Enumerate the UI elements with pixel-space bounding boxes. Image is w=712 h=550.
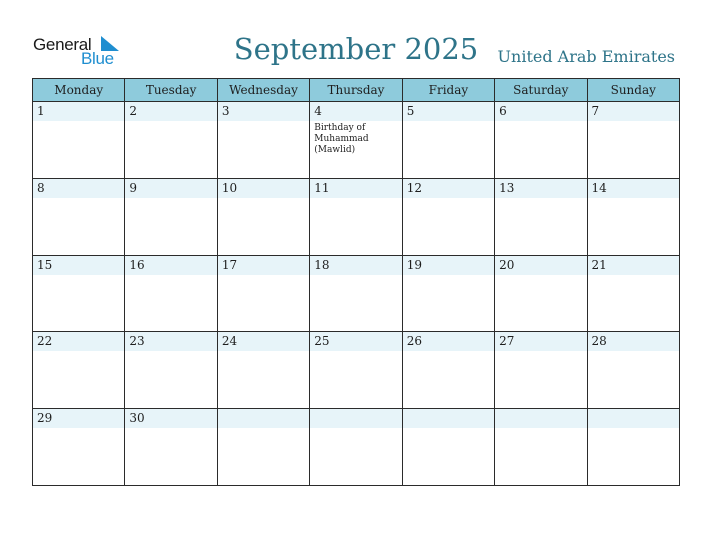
day-cell bbox=[217, 102, 309, 179]
day-number bbox=[403, 409, 494, 428]
day-number: 3 bbox=[218, 102, 309, 121]
day-number: 2 bbox=[125, 102, 216, 121]
day-number: 7 bbox=[588, 102, 679, 121]
day-cell bbox=[217, 178, 309, 255]
day-number: 14 bbox=[588, 179, 679, 198]
day-number: 25 bbox=[310, 332, 401, 351]
day-cell bbox=[402, 178, 494, 255]
day-number: 19 bbox=[403, 256, 494, 275]
day-cell bbox=[587, 178, 679, 255]
day-number: 6 bbox=[495, 102, 586, 121]
day-number: 8 bbox=[33, 179, 124, 198]
calendar-title: September 2025 bbox=[233, 32, 479, 66]
day-number bbox=[495, 409, 586, 428]
logo-text-general: General bbox=[33, 35, 92, 54]
weekday-header: Tuesday bbox=[125, 79, 217, 102]
weekday-header: Saturday bbox=[495, 79, 587, 102]
day-cell bbox=[125, 409, 217, 486]
weekday-header: Thursday bbox=[310, 79, 402, 102]
day-cell bbox=[125, 102, 217, 179]
week-row bbox=[33, 255, 680, 332]
day-number: 29 bbox=[33, 409, 124, 428]
day-cell bbox=[402, 409, 494, 486]
day-cell bbox=[33, 102, 125, 179]
weekday-header-row bbox=[33, 79, 680, 102]
day-number: 21 bbox=[588, 256, 679, 275]
logo-text-blue: Blue bbox=[81, 49, 114, 68]
week-row bbox=[33, 332, 680, 409]
day-cell bbox=[33, 178, 125, 255]
day-number: 18 bbox=[310, 256, 401, 275]
day-cell bbox=[402, 102, 494, 179]
day-cell bbox=[217, 332, 309, 409]
weekday-header: Wednesday bbox=[217, 79, 309, 102]
day-cell bbox=[495, 178, 587, 255]
day-number: 13 bbox=[495, 179, 586, 198]
day-number: 28 bbox=[588, 332, 679, 351]
day-cell bbox=[310, 409, 402, 486]
week-row bbox=[33, 178, 680, 255]
day-cell bbox=[310, 332, 402, 409]
day-number: 10 bbox=[218, 179, 309, 198]
generalblue-logo bbox=[33, 35, 133, 71]
weekday-header: Friday bbox=[402, 79, 494, 102]
day-number: 9 bbox=[125, 179, 216, 198]
day-cell bbox=[587, 102, 679, 179]
day-number: 11 bbox=[310, 179, 401, 198]
day-cell bbox=[310, 178, 402, 255]
day-number bbox=[218, 409, 309, 428]
day-number: 4 bbox=[310, 102, 401, 121]
day-number: 12 bbox=[403, 179, 494, 198]
day-number: 26 bbox=[403, 332, 494, 351]
day-cell bbox=[587, 332, 679, 409]
day-cell bbox=[402, 332, 494, 409]
day-number: 20 bbox=[495, 256, 586, 275]
weekday-header: Sunday bbox=[587, 79, 679, 102]
day-cell bbox=[310, 255, 402, 332]
day-number bbox=[588, 409, 679, 428]
day-number: 27 bbox=[495, 332, 586, 351]
day-cell bbox=[33, 332, 125, 409]
day-number: 22 bbox=[33, 332, 124, 351]
day-number: 24 bbox=[218, 332, 309, 351]
country-name: United Arab Emirates bbox=[497, 47, 675, 66]
day-number: 17 bbox=[218, 256, 309, 275]
day-number: 1 bbox=[33, 102, 124, 121]
day-cell bbox=[125, 255, 217, 332]
day-cell bbox=[402, 255, 494, 332]
day-cell bbox=[33, 409, 125, 486]
day-cell bbox=[33, 255, 125, 332]
day-cell bbox=[217, 255, 309, 332]
day-cell bbox=[495, 102, 587, 179]
day-number: 15 bbox=[33, 256, 124, 275]
month-calendar-grid bbox=[32, 78, 680, 486]
week-row bbox=[33, 102, 680, 179]
day-cell bbox=[587, 255, 679, 332]
day-number: 30 bbox=[125, 409, 216, 428]
day-cell bbox=[495, 255, 587, 332]
holiday-label: Birthday of Muhammad (Mawlid) bbox=[314, 123, 369, 155]
weekday-header: Monday bbox=[33, 79, 125, 102]
day-number: 5 bbox=[403, 102, 494, 121]
day-number: 16 bbox=[125, 256, 216, 275]
day-cell bbox=[125, 332, 217, 409]
day-cell bbox=[217, 409, 309, 486]
day-cell bbox=[310, 102, 402, 179]
day-cell bbox=[495, 332, 587, 409]
day-cell bbox=[125, 178, 217, 255]
day-number: 23 bbox=[125, 332, 216, 351]
day-number bbox=[310, 409, 401, 428]
day-cell bbox=[587, 409, 679, 486]
week-row bbox=[33, 409, 680, 486]
day-cell bbox=[495, 409, 587, 486]
